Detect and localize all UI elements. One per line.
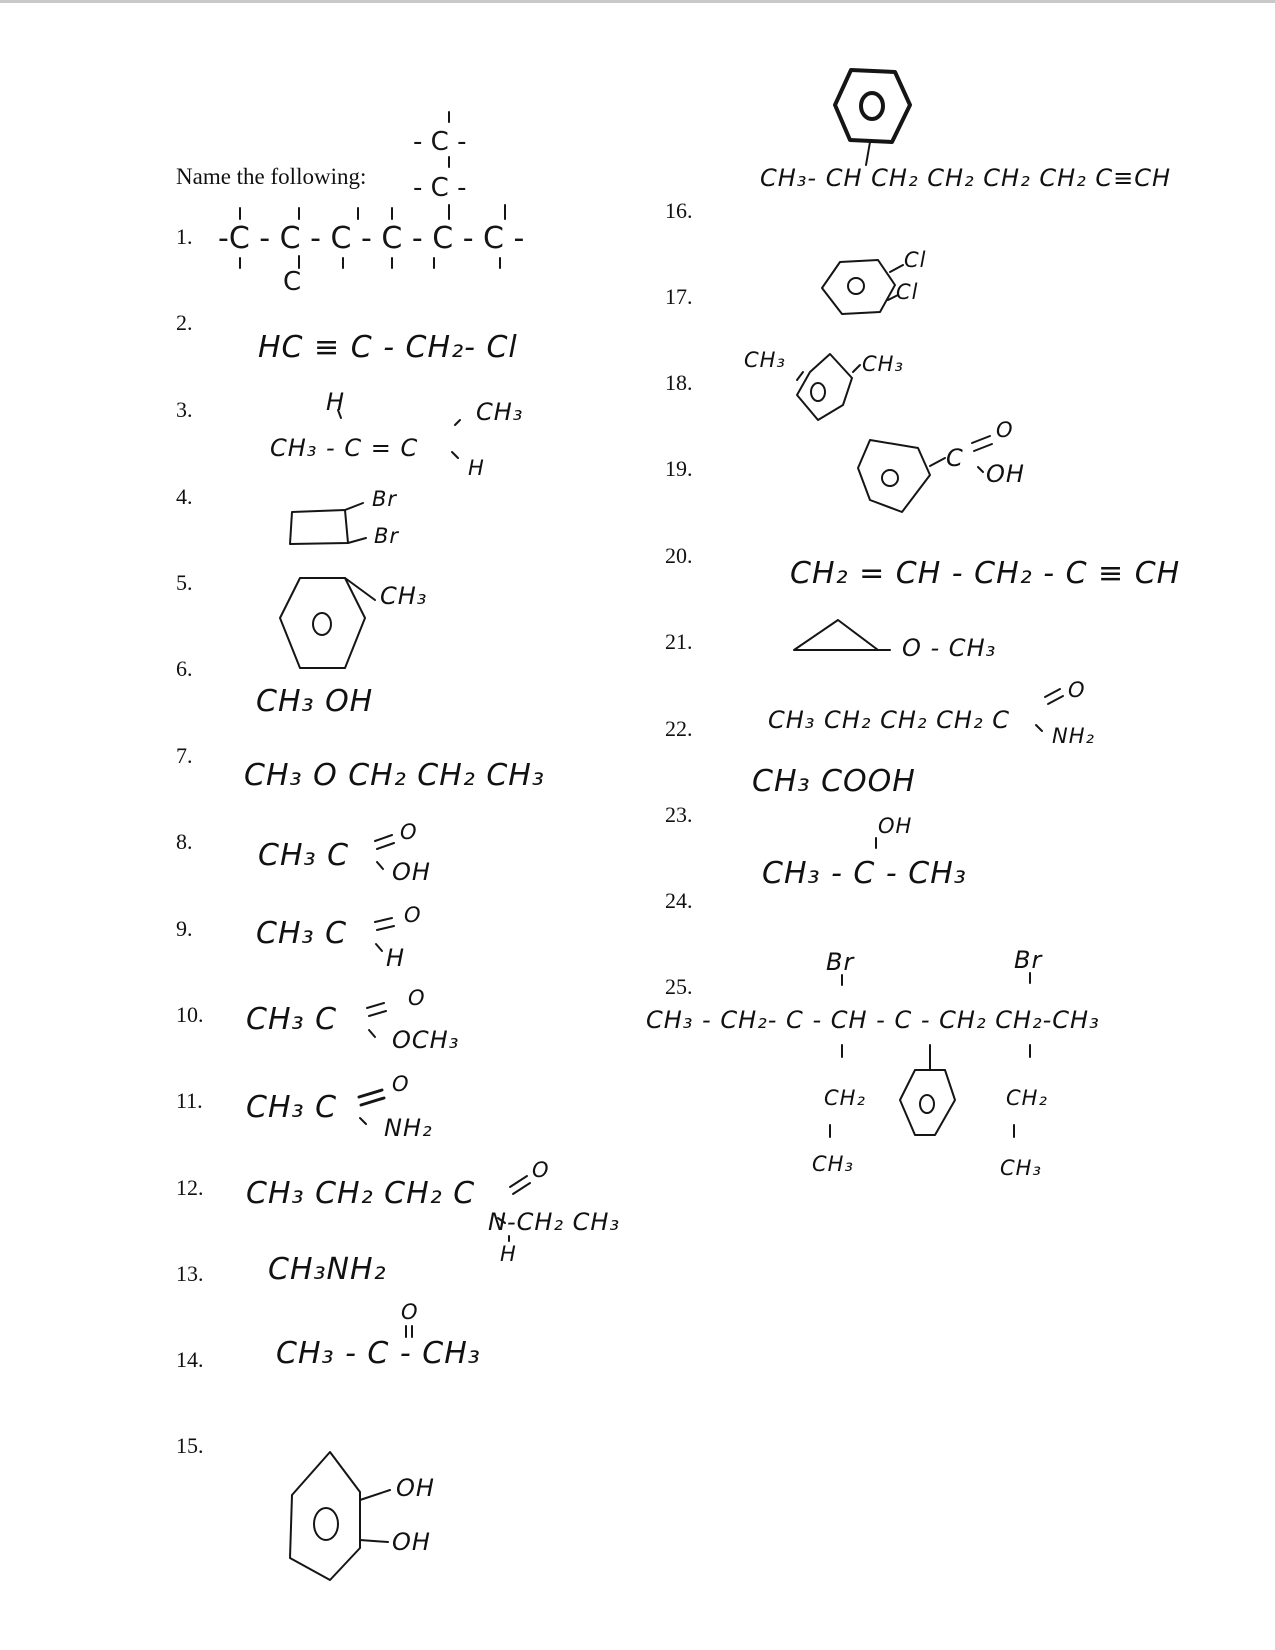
question-number: 7. xyxy=(176,743,193,768)
formula-12-o: O xyxy=(532,1158,550,1182)
svg-text:-C - C - C - C - C - C -: -C - C - C - C - C - C - xyxy=(218,221,525,256)
question-number: 12. xyxy=(176,1175,204,1200)
formula-10-och3: OCH₃ xyxy=(392,1026,460,1054)
formula-15-oh-1: OH xyxy=(396,1474,435,1502)
q1-skeleton xyxy=(218,112,524,297)
question-number: 10. xyxy=(176,1002,204,1027)
formula-3-h-top: H xyxy=(326,388,346,416)
question-number: 25. xyxy=(665,974,693,999)
formula-20: CH₂ = CH - CH₂ - C ≡ CH xyxy=(790,556,1181,591)
formula-8-o: O xyxy=(400,820,418,844)
formula-4-br-2: Br xyxy=(374,524,400,548)
formula-9-o: O xyxy=(404,903,422,927)
formula-22-main: CH₃ CH₂ CH₂ CH₂ C xyxy=(768,706,1010,734)
formula-4-br-1: Br xyxy=(372,487,398,511)
formula-19-oh: OH xyxy=(986,460,1025,488)
q3-bond xyxy=(455,420,460,425)
question-number: 4. xyxy=(176,484,193,509)
question-number: 5. xyxy=(176,570,193,595)
formula-16: CH₃- CH CH₂ CH₂ CH₂ CH₂ C≡CH xyxy=(760,164,1172,192)
question-number: 15. xyxy=(176,1433,204,1458)
formula-25-br-2: Br xyxy=(1014,946,1043,974)
formula-13: CH₃NH₂ xyxy=(268,1252,387,1287)
formula-3-main: CH₃ - C = C xyxy=(270,434,419,462)
q5-benzene-ring xyxy=(280,578,375,668)
q16-benzene-ring xyxy=(835,70,910,165)
formula-11-main: CH₃ C xyxy=(246,1090,338,1125)
formula-17-cl-1: Cl xyxy=(904,248,927,272)
formula-18-ch3-a: CH₃ xyxy=(744,348,786,372)
worksheet-heading: Name the following: xyxy=(176,164,367,189)
formula-25-ch3-b: CH₃ xyxy=(1000,1156,1042,1180)
formula-3-ch3-top: CH₃ xyxy=(476,398,524,426)
question-number: 19. xyxy=(665,456,693,481)
formula-10-main: CH₃ C xyxy=(246,1002,338,1037)
formula-10-o: O xyxy=(408,986,426,1010)
q17-benzene-ring xyxy=(822,260,903,314)
formula-3-h-bottom: H xyxy=(468,456,485,480)
question-number: 23. xyxy=(665,802,693,827)
q15-benzene-ring xyxy=(290,1452,390,1580)
question-number: 11. xyxy=(176,1088,203,1113)
formula-12-n-ethyl: N-CH₂ CH₃ xyxy=(488,1208,621,1236)
formula-24-oh: OH xyxy=(878,814,913,838)
question-number: 13. xyxy=(176,1261,204,1286)
svg-text:C: C xyxy=(283,267,302,297)
question-number: 21. xyxy=(665,629,693,654)
formula-9-h: H xyxy=(386,944,406,972)
svg-text:- C -: - C - xyxy=(413,173,467,203)
q19-benzene-ring xyxy=(858,436,992,512)
formula-22-nh2: NH₂ xyxy=(1052,724,1095,748)
q25-bonds xyxy=(830,973,1030,1137)
formula-14-o: O xyxy=(401,1300,419,1324)
question-number: 24. xyxy=(665,888,693,913)
formula-9-main: CH₃ C xyxy=(256,916,348,951)
question-number: 6. xyxy=(176,656,193,681)
formula-5-ch3: CH₃ xyxy=(380,582,428,610)
formula-25-ch2-a: CH₂ xyxy=(824,1086,866,1110)
question-number: 9. xyxy=(176,916,193,941)
formula-8-oh: OH xyxy=(392,858,431,886)
question-number: 22. xyxy=(665,716,693,741)
formula-7: CH₃ O CH₂ CH₂ CH₃ xyxy=(244,758,545,793)
formula-21: O - CH₃ xyxy=(902,634,997,662)
formula-18-ch3-b: CH₃ xyxy=(862,352,904,376)
svg-text:- C -: - C - xyxy=(413,127,467,157)
formula-2: HC ≡ C - CH₂- Cl xyxy=(258,330,518,365)
formula-19-o: O xyxy=(996,418,1014,442)
formula-11-o: O xyxy=(392,1072,410,1096)
question-number: 20. xyxy=(665,543,693,568)
formula-11-nh2: NH₂ xyxy=(384,1114,433,1142)
q18-benzene-ring xyxy=(797,354,860,420)
q3-bond xyxy=(452,452,458,458)
formula-17-cl-2: Cl xyxy=(896,280,919,304)
question-number: 2. xyxy=(176,310,193,335)
formula-8-main: CH₃ C xyxy=(258,838,350,873)
question-number: 17. xyxy=(665,284,693,309)
question-number: 14. xyxy=(176,1347,204,1372)
question-number: 1. xyxy=(176,224,193,249)
question-number: 16. xyxy=(665,198,693,223)
formula-25-ch3-a: CH₃ xyxy=(812,1152,854,1176)
formula-12-h: H xyxy=(500,1242,517,1266)
formula-14-main: CH₃ - C - CH₃ xyxy=(276,1336,481,1371)
q21-cyclopropane xyxy=(794,620,890,650)
question-number: 18. xyxy=(665,370,693,395)
formula-25-ch2-b: CH₂ xyxy=(1006,1086,1048,1110)
formula-22-o: O xyxy=(1068,678,1086,702)
formula-25-main: CH₃ - CH₂- C - CH - C - CH₂ CH₂-CH₃ xyxy=(646,1006,1100,1034)
formula-6: CH₃ OH xyxy=(256,684,374,719)
formula-23: CH₃ COOH xyxy=(752,764,916,799)
question-number: 8. xyxy=(176,829,193,854)
formula-15-oh-2: OH xyxy=(392,1528,431,1556)
formula-25-br-1: Br xyxy=(826,948,855,976)
formula-12-main: CH₃ CH₂ CH₂ C xyxy=(246,1176,476,1211)
question-number: 3. xyxy=(176,397,193,422)
q4-cyclobutane xyxy=(290,503,366,544)
formula-24-main: CH₃ - C - CH₃ xyxy=(762,856,967,891)
formula-19-c: C xyxy=(946,444,964,472)
